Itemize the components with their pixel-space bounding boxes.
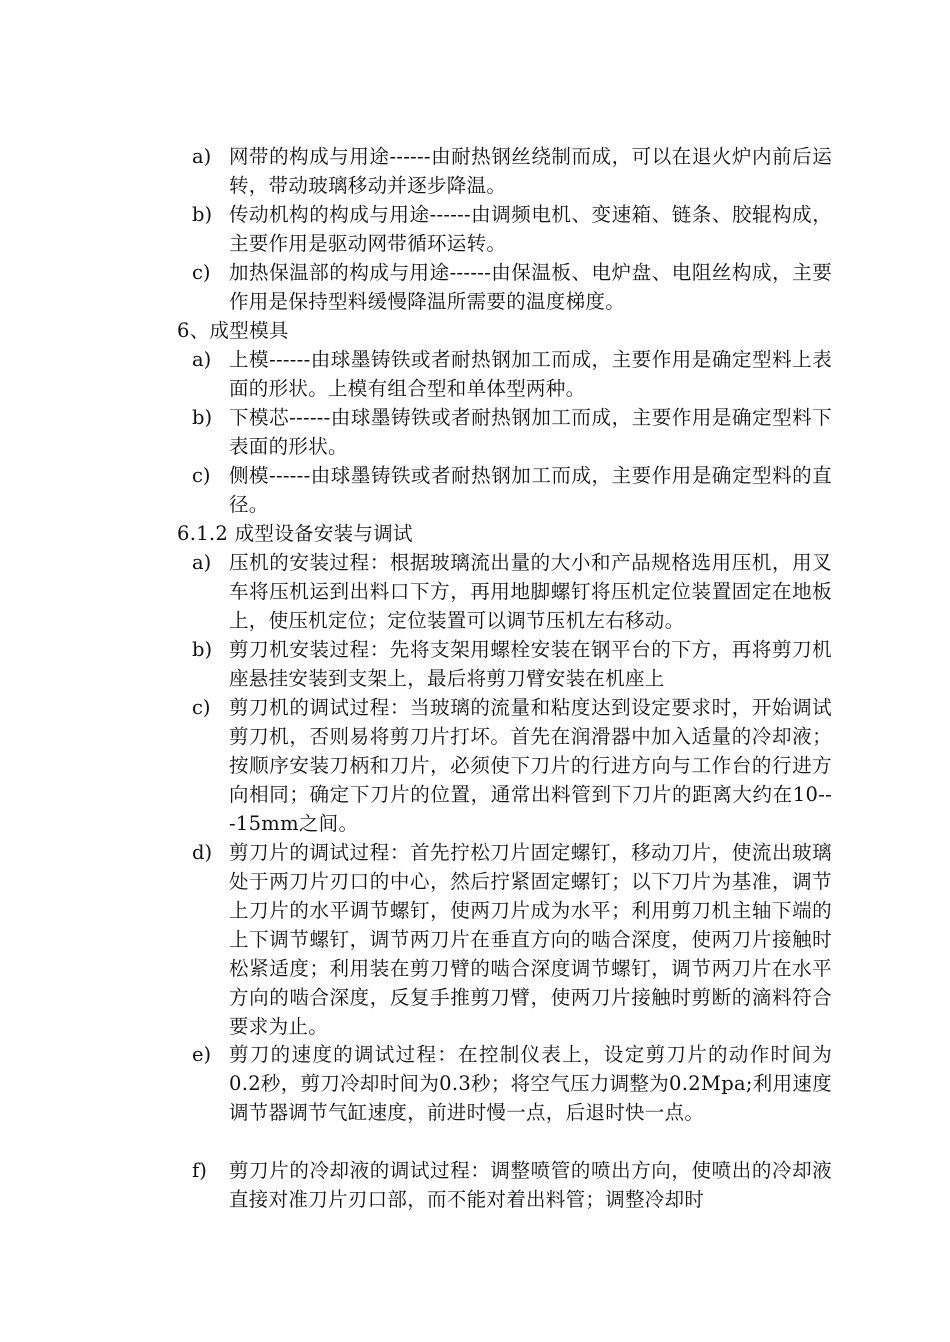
list-item-c-side-mold — [192, 461, 832, 519]
list-item-text: 剪刀的速度的调试过程：在控制仪表上，设定剪刀片的动作时间为0.2秒，剪刀冷却时间为0.3秒；将空气压力调整为0.2Mpa;利用速度调节器调节气缸速度，前进时慢一点，后退时快一点。 — [229, 1043, 832, 1124]
list-item-b-lower-mold-core — [192, 403, 832, 461]
list-marker: c) — [192, 261, 211, 284]
list-marker: d) — [192, 841, 213, 864]
section-heading-forming-mold: 6、成型模具 — [177, 319, 289, 342]
list-item-a-mesh-belt — [192, 142, 832, 200]
list-marker: a) — [192, 551, 212, 574]
list-item-text: 压机的安装过程：根据玻璃流出量的大小和产品规格选用压机，用叉车将压机运到出料口下方，再用地脚螺钉将压机定位装置固定在地板上，使压机定位；定位装置可以调节压机左右移动。 — [229, 551, 832, 632]
list-item-text: 网带的构成与用途------由耐热钢丝绕制而成，可以在退火炉内前后运转，带动玻璃移动并逐步降温。 — [229, 145, 832, 197]
list-item-c-shear-debug — [192, 693, 832, 838]
list-marker: b) — [192, 203, 213, 226]
list-item-a-upper-mold — [192, 345, 832, 403]
list-marker: c) — [192, 464, 211, 487]
list-marker: b) — [192, 638, 213, 661]
list-marker: f) — [192, 1159, 207, 1182]
list-item-text: 下模芯------由球墨铸铁或者耐热钢加工而成，主要作用是确定型料下表面的形状。 — [229, 406, 832, 458]
list-item-e-speed-debug — [192, 1040, 832, 1127]
list-item-c-heating-insulation — [192, 258, 832, 316]
list-item-text: 加热保温部的构成与用途------由保温板、电炉盘、电阻丝构成，主要作用是保持型料缓慢降温所需要的温度梯度。 — [229, 261, 832, 313]
list-marker: e) — [192, 1043, 212, 1066]
list-marker: a) — [192, 145, 212, 168]
list-item-b-drive-mechanism — [192, 200, 832, 258]
list-marker: b) — [192, 406, 213, 429]
list-item-d-blade-debug — [192, 838, 832, 1041]
list-item-text: 侧模------由球墨铸铁或者耐热钢加工而成，主要作用是确定型料的直径。 — [229, 464, 832, 516]
list-item-a-press-install — [192, 548, 832, 635]
list-item-text: 剪刀片的调试过程：首先拧松刀片固定螺钉，移动刀片，使流出玻璃处于两刀片刃口的中心，然后拧紧固定螺钉；以下刀片为基准，调节上刀片的水平调节螺钉，使两刀片成为水平；利用剪刀机主轴下端的上下调节螺钉，调节两刀片在垂直方向的啮合深度，使两刀片接触时松紧适度；利用装在剪刀臂的啮合深度调节螺钉，调节两刀片在水平方向的啮合深度，反复手推剪刀臂，使两刀片接触时剪断的滴料符合要求为止。 — [229, 841, 832, 1038]
list-marker: a) — [192, 348, 212, 371]
list-item-b-shear-install — [192, 635, 832, 693]
list-marker: c) — [192, 696, 211, 719]
list-item-text: 上模------由球墨铸铁或者耐热钢加工而成，主要作用是确定型料上表面的形状。上模有组合型和单体型两种。 — [229, 348, 832, 400]
list-item-text: 传动机构的构成与用途------由调频电机、变速箱、链条、胶辊构成，主要作用是驱动网带循环运转。 — [229, 203, 832, 255]
list-item-f-coolant-debug — [192, 1156, 832, 1214]
list-item-text: 剪刀片的冷却液的调试过程：调整喷管的喷出方向，使喷出的冷却液直接对准刀片刃口部，而不能对着出料管；调整冷却时 — [229, 1159, 832, 1211]
list-item-text: 剪刀机安装过程：先将支架用螺栓安装在钢平台的下方，再将剪刀机座悬挂安装到支架上，最后将剪刀臂安装在机座上 — [229, 638, 832, 690]
list-item-text: 剪刀机的调试过程：当玻璃的流量和粘度达到设定要求时，开始调试剪刀机，否则易将剪刀片打坏。首先在润滑器中加入适量的冷却液；按顺序安装刀柄和刀片，必须使下刀片的行进方向与工作台的行进方向相同；确定下刀片的位置，通常出料管到下刀片的距离大约在10---15mm之间。 — [229, 696, 832, 835]
section-heading-installation: 6.1.2 成型设备安装与调试 — [177, 522, 413, 545]
